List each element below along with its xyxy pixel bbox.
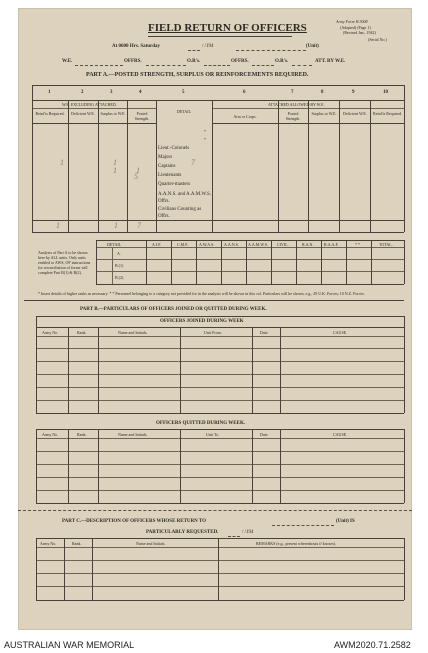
we-excluding-attached: W.E. EXCLUDING ATTACHED. [62, 102, 117, 107]
hdr-deficient: Deficient W.E. [71, 111, 95, 116]
col-num-2: 2 [81, 90, 84, 95]
attached-allowed: ATTACHED ALLOWED BY W.E. [268, 102, 325, 107]
rank-majors: Majors [158, 155, 173, 160]
report-time: At 0600 Hrs. Saturday [112, 44, 161, 49]
joined-hdr-army-no: Army No. [42, 330, 59, 335]
att-ors-label: O.R's. [275, 59, 289, 64]
unit-label: (Unit) [306, 44, 319, 49]
pencil-mark-6: 7 [191, 158, 195, 167]
quitted-hdr-name: Name and Initials. [118, 432, 148, 437]
analysis-hdr-total: TOTAL. [379, 242, 393, 247]
analysis-hdr-civil: CIVIL. [277, 242, 289, 247]
form-id: Army Form W.3008 [336, 19, 368, 24]
joined-hdr-rank: Rank. [77, 330, 87, 335]
analysis-hdr-awas: A.W.A.S. [199, 242, 215, 247]
hdr-att-posted: Posted Strength. [285, 111, 301, 121]
analysis-hdr-cmf: C.M.F. [177, 242, 189, 247]
we-offrs-label: OFFRS. [124, 59, 142, 64]
col-num-4: 4 [139, 90, 142, 95]
hdr-surplus: Surplus to W.E. [100, 111, 126, 116]
pencil-total-1: 1 [56, 221, 60, 230]
asterisk-1: * [204, 129, 206, 134]
col-num-1: 1 [48, 90, 51, 95]
analysis-hdr-detail: DETAIL [107, 242, 122, 247]
quitted-hdr-cause: CAUSE. [333, 432, 348, 437]
form-revision: (Revised Jan., 1942) [343, 30, 376, 35]
analysis-hdr-aamws: A.A.M.W.S. [248, 242, 268, 247]
hdr-att-surplus: Surplus to W.E. [311, 111, 337, 116]
form-id-adapted: (Adapted) (Page 1) [340, 25, 371, 30]
joined-heading: OFFICERS JOINED DURING WEEK [160, 319, 244, 324]
pencil-total-2: 1 [114, 221, 118, 230]
joined-hdr-unit-from: Unit From. [204, 330, 222, 335]
part-c-heading: PART C.—DESCRIPTION OF OFFICERS WHOSE RETURN TO [62, 519, 207, 524]
analysis-hdr-aans: A.A.N.S. [224, 242, 239, 247]
joined-hdr-date: Date. [260, 330, 269, 335]
hdr-detail: DETAIL [176, 109, 192, 114]
partc-hdr-name: Name and Initials. [136, 541, 166, 546]
pencil-mark-3: 1 [113, 166, 117, 175]
analysis-row-b1: B.(1) [115, 263, 124, 268]
hdr-reinf-required: Reinf'ts Required. [35, 111, 65, 116]
col-num-9: 9 [352, 90, 355, 95]
quitted-hdr-army-no: Army No. [42, 432, 59, 437]
part-c-unit-is: (Unit) IS [336, 519, 355, 524]
joined-hdr-name: Name and Initials. [118, 330, 148, 335]
part-b-heading: PART B.—PARTICULARS OF OFFICERS JOINED OR QUITTED DURING WEEK. [80, 307, 267, 312]
col-num-6: 6 [243, 90, 246, 95]
col-num-10: 10 [383, 90, 388, 95]
archive-footer [0, 638, 428, 653]
analysis-row-b2: B.(2) [115, 275, 124, 280]
analysis-hdr-raaf: R.A.A.F. [324, 242, 339, 247]
analysis-hdr-ran: R.A.N. [302, 242, 314, 247]
pencil-mark-4: 1 [136, 166, 140, 175]
part-a-heading: PART A.—POSTED STRENGTH, SURPLUS OR REINFORCEMENTS REQUIRED. [86, 72, 309, 78]
we-label: W.E. [62, 59, 73, 64]
col-num-7: 7 [291, 90, 294, 95]
pencil-total-3: 7 [137, 221, 141, 230]
archive-id: AWM2020.71.2582 [334, 640, 411, 650]
part-c-date: / /194 [242, 530, 254, 535]
rank-captains: Captains [158, 164, 176, 169]
hdr-att-reinf: Reinf'ts Required. [373, 111, 402, 116]
pencil-mark-5: 5 [134, 172, 138, 181]
report-date: / /194 [202, 44, 214, 49]
quitted-hdr-unit-to: Unit To. [206, 432, 220, 437]
part-a-footnote: * Insert details of higher ranks as necessary. * * Personnel belonging to a category not provided for in the analysis will be shown in this col. Particulars will be shown, e.g., 29 U.K. Forces; 10 N.Z. Forces. [38, 291, 365, 296]
joined-hdr-cause: CAUSE. [333, 330, 348, 335]
col-num-8: 8 [321, 90, 324, 95]
analysis-hdr-aif: A.I.F. [152, 242, 162, 247]
hdr-posted-strength: Posted Strength. [134, 111, 150, 121]
part-c-requested: PARTICULARLY REQUESTED. [146, 530, 219, 535]
partc-hdr-rank: Rank. [72, 541, 82, 546]
pencil-mark-2: 1 [113, 158, 117, 167]
asterisk-2: * [204, 137, 206, 142]
quitted-hdr-date: Date. [260, 432, 269, 437]
quitted-hdr-rank: Rank. [77, 432, 87, 437]
rank-civilians: Civilians Counting as Offrs. [158, 207, 202, 219]
rank-lieutenants: Lieutenants [158, 173, 182, 178]
col-num-3: 3 [110, 90, 113, 95]
we-ors-label: O.R's. [187, 59, 201, 64]
rank-aans: A.A.N.S. and A.A.M.W.S. Offrs. [158, 192, 212, 204]
hdr-att-deficient: Deficient W.E. [343, 111, 367, 116]
analysis-row-a: A. [117, 251, 121, 256]
col-num-5: 5 [182, 90, 185, 95]
hdr-arm-corps: Arm or Corps. [233, 114, 257, 119]
analysis-note: Analysis of Part A to be shown here by ALL units. Only units entitled to AWS, OF instructions for reconciliation of forms will complete Part B(1) & B(2). [38, 250, 91, 275]
form-title: FIELD RETURN OF OFFICERS [148, 22, 307, 34]
serial-label: (Serial No.) [368, 37, 387, 42]
rank-quartermasters: Quarter-masters [158, 182, 191, 187]
partc-hdr-army-no: Army No. [40, 541, 57, 546]
archive-name: AUSTRALIAN WAR MEMORIAL [4, 640, 135, 650]
rank-lt-colonels: Lieut.-Colonels [158, 146, 190, 151]
partc-hdr-remarks: REMARKS (e.g., present whereabouts if known). [256, 541, 336, 546]
pencil-mark-1: 1 [60, 158, 64, 167]
quitted-heading: OFFICERS QUITTED DURING WEEK. [156, 421, 246, 426]
analysis-hdr-other: * * [355, 242, 360, 247]
att-offrs-label: OFFRS. [231, 59, 249, 64]
att-by-we-label: ATT. BY W.E. [315, 59, 346, 64]
